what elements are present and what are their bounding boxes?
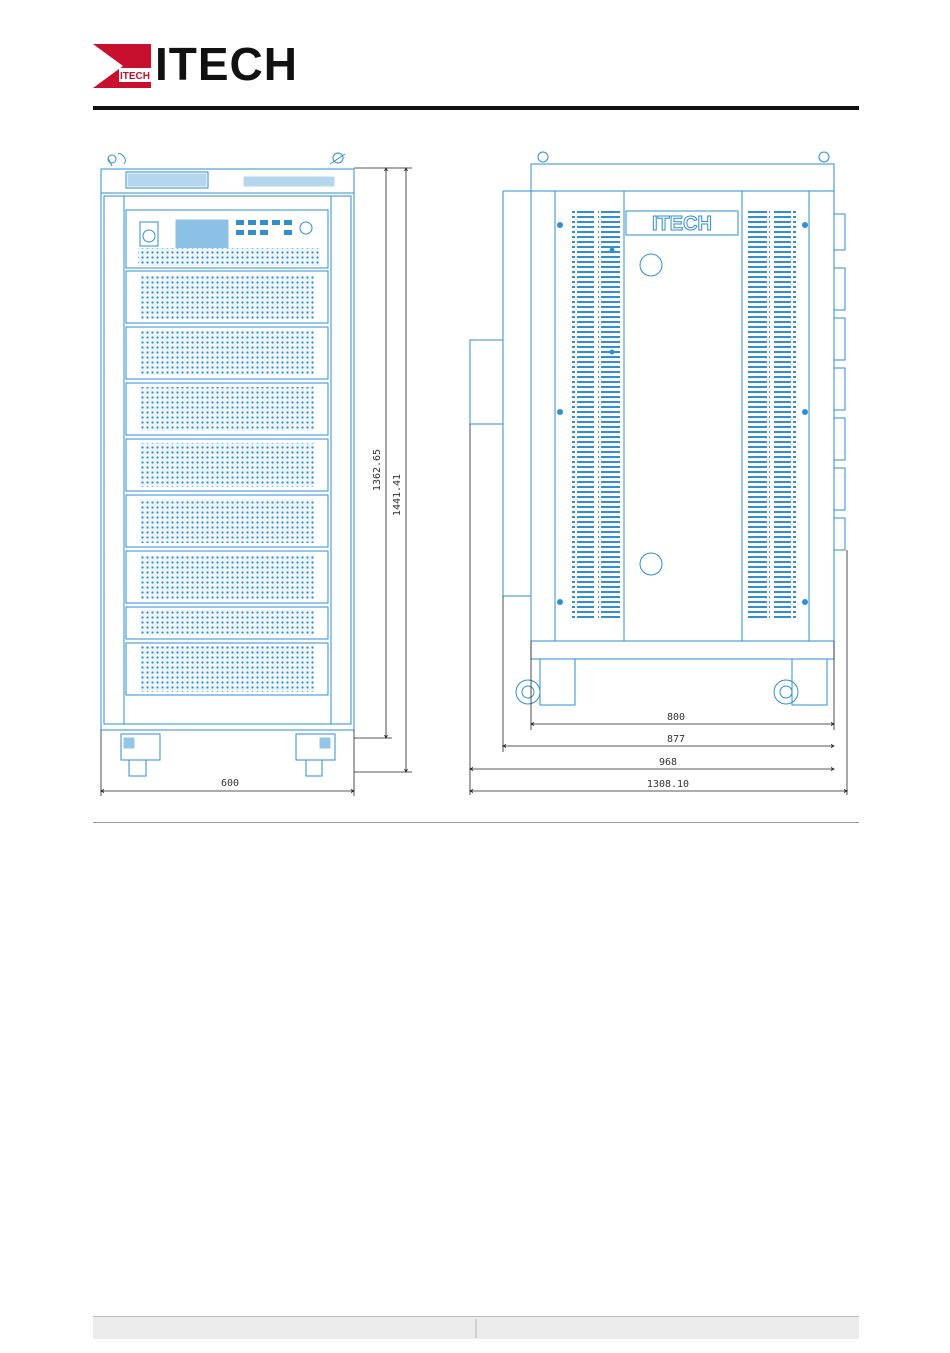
dimension-drawing bbox=[0, 140, 950, 810]
side-cabinet-top bbox=[531, 164, 834, 191]
side-dim-800-label: 800 bbox=[666, 712, 686, 723]
side-dim-877-label: 877 bbox=[666, 734, 686, 745]
logo-wordmark: ITECH bbox=[155, 38, 298, 90]
side-dim-1308-label: 1308.10 bbox=[646, 779, 690, 790]
front-view bbox=[101, 153, 354, 776]
content-bottom-rule bbox=[93, 822, 859, 823]
logo-badge-text: ITECH bbox=[120, 71, 150, 82]
side-screws bbox=[557, 222, 808, 605]
front-width-label: 600 bbox=[220, 778, 240, 789]
page-header bbox=[0, 0, 950, 120]
front-outer-height-label: 1441.41 bbox=[392, 473, 403, 517]
side-dim-968-label: 968 bbox=[658, 757, 678, 768]
front-inner-height-label: 1362.65 bbox=[372, 448, 383, 492]
footer-divider bbox=[475, 1319, 477, 1338]
side-nameplate-text: ITECH bbox=[652, 213, 712, 235]
header-rule bbox=[93, 106, 859, 110]
